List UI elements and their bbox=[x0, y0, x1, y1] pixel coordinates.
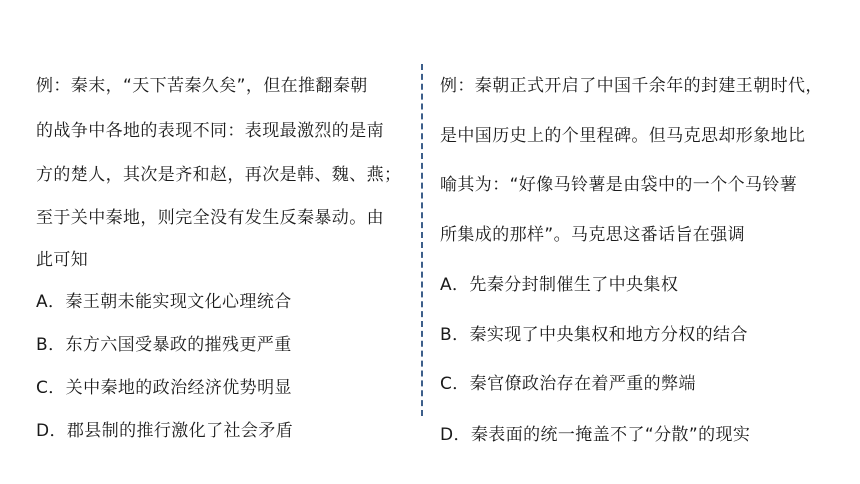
question-stem-line: 例：秦朝正式开启了中国千余年的封建王朝时代， bbox=[440, 76, 823, 96]
question-stem-line: 方的楚人，其次是齐和赵，再次是韩、魏、燕； bbox=[36, 165, 402, 185]
option-c: C．秦官僚政治存在着严重的弊端 bbox=[440, 374, 696, 394]
option-b: B．秦实现了中央集权和地方分权的结合 bbox=[440, 325, 748, 345]
option-a: A．秦王朝未能实现文化心理统合 bbox=[36, 292, 292, 312]
question-stem-line: 例：秦末，“天下苦秦久矣”，但在推翻秦朝 bbox=[36, 76, 368, 96]
question-stem-line: 至于关中秦地，则完全没有发生反秦暴动。由 bbox=[36, 208, 384, 228]
option-d: D．郡县制的推行激化了社会矛盾 bbox=[36, 421, 294, 441]
question-stem-line: 此可知 bbox=[36, 250, 89, 270]
option-d: D．秦表面的统一掩盖不了“分散”的现实 bbox=[440, 425, 751, 445]
option-c: C．关中秦地的政治经济优势明显 bbox=[36, 378, 292, 398]
question-stem-line: 所集成的那样”。马克思这番话旨在强调 bbox=[440, 225, 746, 245]
option-b: B．东方六国受暴政的摧残更严重 bbox=[36, 335, 292, 355]
option-a: A．先秦分封制催生了中央集权 bbox=[440, 275, 679, 295]
question-stem-line: 是中国历史上的个里程碑。但马克思却形象地比 bbox=[440, 126, 806, 146]
column-divider bbox=[421, 64, 423, 416]
question-stem-line: 喻其为：“好像马铃薯是由袋中的一个个马铃薯 bbox=[440, 175, 798, 195]
question-stem-line: 的战争中各地的表现不同：表现最激烈的是南 bbox=[36, 121, 384, 141]
